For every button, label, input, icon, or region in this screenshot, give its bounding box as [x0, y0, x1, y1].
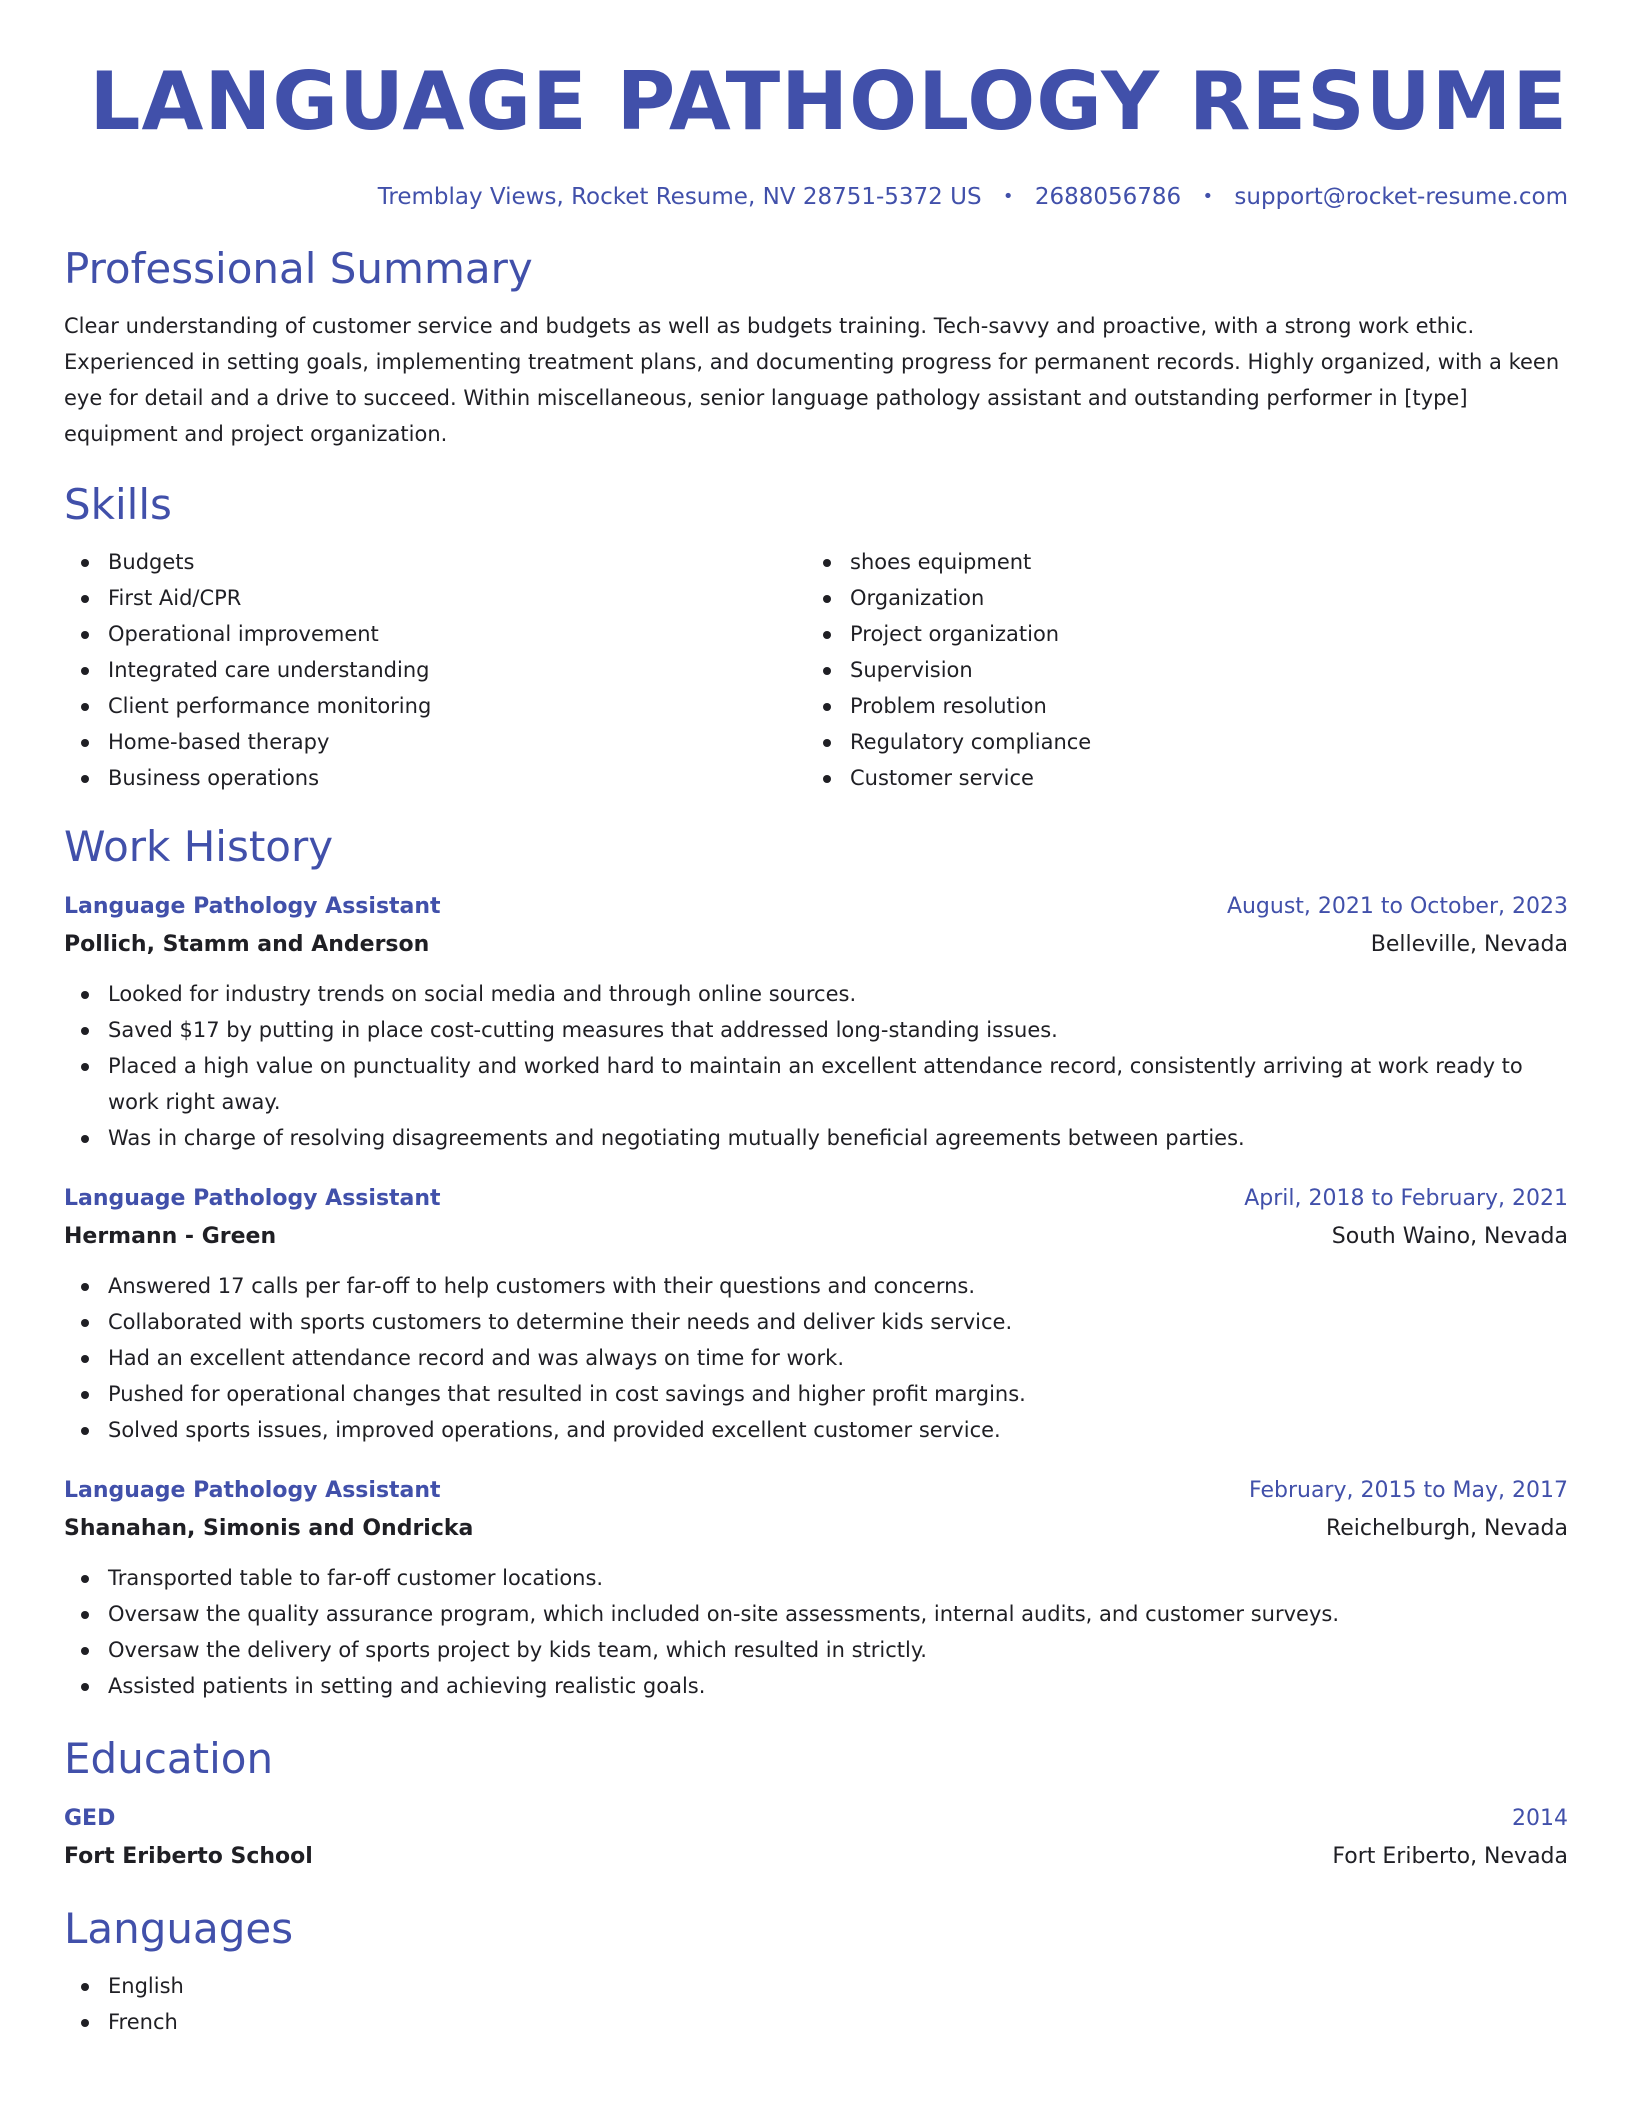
education-degree: GED — [64, 1806, 116, 1831]
job-company-row — [64, 1510, 1568, 1548]
skills-list — [64, 544, 1568, 796]
languages-heading: Languages — [64, 1904, 294, 1953]
job-role: Language Pathology Assistant — [64, 894, 441, 919]
skill-item: Operational improvement — [108, 616, 806, 652]
work-history-heading: Work History — [64, 822, 334, 871]
language-item: French — [108, 2004, 1568, 2040]
education-year: 2014 — [1512, 1806, 1568, 1831]
job-bullet: Was in charge of resolving disagreements and negotiating mutually beneficial agreements between parties. — [108, 1120, 1568, 1156]
job-bullet: Had an excellent attendance record and was always on time for work. — [108, 1340, 1568, 1376]
summary-text: Clear understanding of customer service and budgets as well as budgets training. Tech-savvy and proactive, with a strong work ethic. Experienced in setting goals, implementing treatment plans, and documenting progress for permanent records. Highly organized, with a keen eye for detail and a drive to succeed. Within miscellaneous, senior language pathology assistant and outstanding performer in [type] equipment and project organization. — [64, 314, 1560, 446]
job-title-row — [64, 888, 1568, 926]
job-dates: August, 2021 to October, 2023 — [1226, 894, 1568, 919]
education-entry — [64, 1800, 1568, 1876]
job-bullet: Solved sports issues, improved operations, and provided excellent customer service. — [108, 1412, 1568, 1448]
job-company-row — [64, 926, 1568, 964]
skill-item: Supervision — [850, 652, 1548, 688]
skill-item: Business operations — [108, 760, 806, 796]
job-bullet: Placed a high value on punctuality and worked hard to maintain an excellent attendance record, consistently arriving at work ready to work right away. — [108, 1048, 1568, 1120]
skills-column-right — [806, 544, 1548, 796]
job-bullets — [64, 1560, 1568, 1704]
skills-column-left — [64, 544, 806, 796]
contact-address: Tremblay Views, Rocket Resume, NV 28751-5372 US — [377, 184, 982, 210]
job-bullet: Transported table to far-off customer locations. — [108, 1560, 1568, 1596]
summary-heading: Professional Summary — [64, 244, 533, 293]
contact-separator: • — [1002, 186, 1014, 207]
languages-list — [64, 1968, 1568, 2040]
job-entry — [64, 1472, 1568, 1704]
job-title-row — [64, 1472, 1568, 1510]
skill-item: Client performance monitoring — [108, 688, 806, 724]
job-bullet: Answered 17 calls per far-off to help customers with their questions and concerns. — [108, 1268, 1568, 1304]
job-bullet: Saved $17 by putting in place cost-cutting measures that addressed long-standing issues. — [108, 1012, 1568, 1048]
skill-item: shoes equipment — [850, 544, 1548, 580]
contact-email[interactable]: support@rocket-resume.com — [1234, 184, 1568, 210]
education-heading: Education — [64, 1734, 274, 1783]
job-bullet: Looked for industry trends on social media and through online sources. — [108, 976, 1568, 1012]
job-bullets — [64, 976, 1568, 1156]
job-location: Belleville, Nevada — [1370, 932, 1568, 957]
skill-item: Customer service — [850, 760, 1548, 796]
job-company: Shanahan, Simonis and Ondricka — [64, 1516, 474, 1541]
job-bullet: Oversaw the quality assurance program, which included on-site assessments, internal audits, and customer surveys. — [108, 1596, 1568, 1632]
skills-heading: Skills — [64, 480, 172, 529]
job-company-row — [64, 1218, 1568, 1256]
skill-item: Regulatory compliance — [850, 724, 1548, 760]
resume-header — [64, 0, 1568, 212]
skill-item: Integrated care understanding — [108, 652, 806, 688]
education-school: Fort Eriberto School — [64, 1844, 313, 1869]
skill-item: Budgets — [108, 544, 806, 580]
skill-item: Home-based therapy — [108, 724, 806, 760]
job-entry — [64, 1180, 1568, 1448]
skill-item: Organization — [850, 580, 1548, 616]
job-company: Hermann - Green — [64, 1224, 277, 1249]
job-entry — [64, 888, 1568, 1156]
language-item: English — [108, 1968, 1568, 2004]
job-bullet: Pushed for operational changes that resulted in cost savings and higher profit margins. — [108, 1376, 1568, 1412]
job-role: Language Pathology Assistant — [64, 1186, 441, 1211]
job-title-row — [64, 1180, 1568, 1218]
job-bullet: Collaborated with sports customers to determine their needs and deliver kids service. — [108, 1304, 1568, 1340]
job-bullet: Oversaw the delivery of sports project by kids team, which resulted in strictly. — [108, 1632, 1568, 1668]
contact-line — [64, 182, 1568, 212]
job-bullets — [64, 1268, 1568, 1448]
skill-item: Project organization — [850, 616, 1548, 652]
education-title-row — [64, 1800, 1568, 1838]
job-location: South Waino, Nevada — [1331, 1224, 1568, 1249]
resume-title: LANGUAGE PATHOLOGY RESUME — [89, 55, 1568, 148]
job-bullet: Assisted patients in setting and achieving realistic goals. — [108, 1668, 1568, 1704]
skill-item: Problem resolution — [850, 688, 1548, 724]
contact-separator: • — [1202, 186, 1214, 207]
job-company: Pollich, Stamm and Anderson — [64, 932, 430, 957]
job-dates: February, 2015 to May, 2017 — [1249, 1478, 1568, 1503]
job-role: Language Pathology Assistant — [64, 1478, 441, 1503]
contact-phone: 2688056786 — [1034, 184, 1182, 210]
skill-item: First Aid/CPR — [108, 580, 806, 616]
job-location: Reichelburgh, Nevada — [1325, 1516, 1568, 1541]
education-location: Fort Eriberto, Nevada — [1332, 1844, 1568, 1869]
job-dates: April, 2018 to February, 2021 — [1244, 1186, 1568, 1211]
education-school-row — [64, 1838, 1568, 1876]
